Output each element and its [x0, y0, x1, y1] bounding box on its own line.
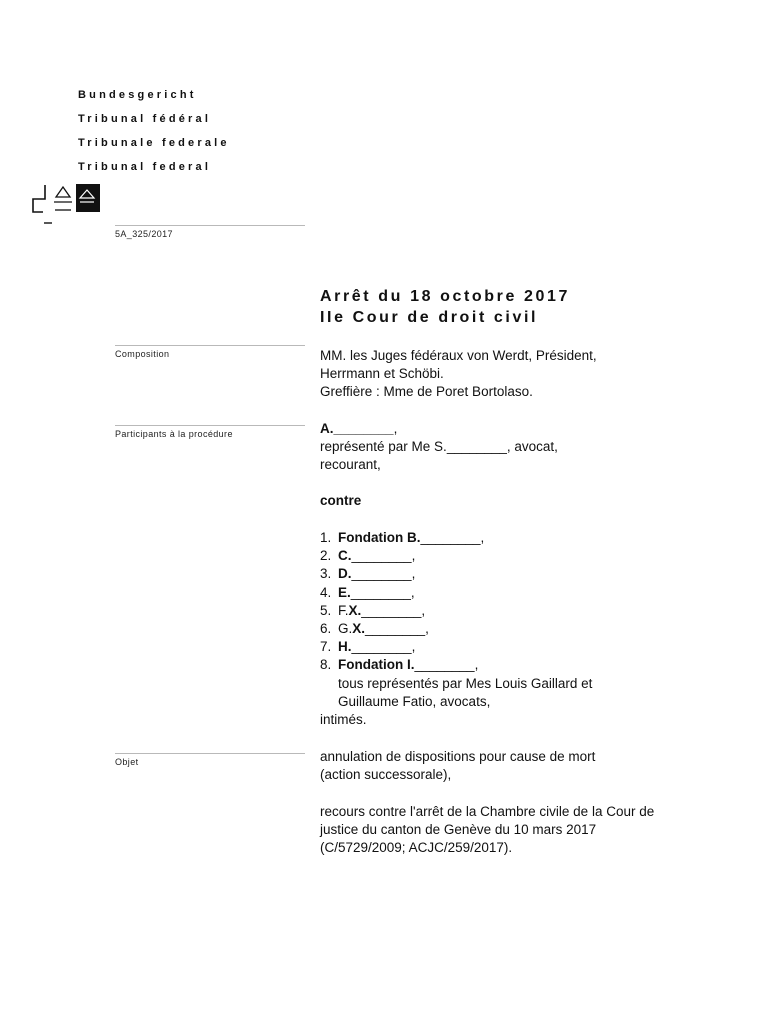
list-item-name: E.	[338, 584, 351, 600]
court-name-fr: Tribunal fédéral	[78, 113, 212, 125]
composition-line: Herrmann et Schöbi.	[320, 366, 444, 381]
participants-label: Participants à la procédure	[115, 429, 233, 439]
objet-label: Objet	[115, 757, 139, 767]
court-name-de: Bundesgericht	[78, 89, 197, 101]
list-item	[320, 529, 592, 547]
recours-line: (C/5729/2009; ACJC/259/2017).	[320, 840, 513, 855]
court-name-rm: Tribunal federal	[78, 161, 212, 173]
composition-line: Greffière : Mme de Poret Bortolaso.	[320, 384, 533, 399]
list-item-suffix: ________,	[361, 602, 426, 618]
recourant-representation: représenté par Me S.________, avocat,	[320, 439, 558, 454]
contre-label: contre	[320, 493, 362, 508]
participants-rule	[115, 425, 305, 426]
scales-of-justice-icon	[30, 182, 102, 224]
list-item-number: 4.	[320, 584, 332, 600]
header-rule	[115, 225, 305, 226]
recourant-name-suffix: ,	[393, 421, 398, 436]
list-item-name: C.	[338, 548, 352, 564]
list-item-number: 7.	[320, 639, 332, 655]
list-item-name: H.	[338, 639, 352, 655]
composition-line: MM. les Juges fédéraux von Werdt, Président,	[320, 348, 597, 363]
composition-rule	[115, 345, 305, 346]
list-item-name: X.	[352, 621, 366, 637]
representation-line: tous représentés par Mes Louis Gaillard et	[338, 675, 593, 691]
recourant-name-bold: A.________	[320, 421, 394, 436]
list-item-name: Fondation B.	[338, 530, 421, 545]
representation-line: Guillaume Fatio, avocats,	[338, 693, 491, 709]
list-item-number: 1.	[320, 530, 332, 545]
list-item	[320, 656, 592, 674]
recours-line: justice du canton de Genève du 10 mars 2017	[320, 822, 597, 837]
intimes-list	[320, 529, 592, 729]
court-name-it: Tribunale federale	[78, 137, 230, 149]
judgment-title: Arrêt du 18 octobre 2017	[320, 288, 571, 305]
court-division: IIe Cour de droit civil	[320, 309, 539, 326]
list-item-number: 3.	[320, 566, 332, 582]
recours-line: recours contre l'arrêt de la Chambre civile de la Cour de	[320, 804, 655, 819]
case-number: 5A_325/2017	[115, 229, 173, 239]
list-item	[320, 547, 592, 565]
list-item-suffix: ________,	[365, 621, 429, 637]
composition-label: Composition	[115, 349, 170, 359]
recourant-role: recourant,	[320, 457, 381, 472]
list-item-suffix: ________,	[350, 584, 415, 600]
list-item	[320, 584, 592, 602]
objet-rule	[115, 753, 305, 754]
recourant-name	[320, 420, 397, 438]
objet-line: annulation de dispositions pour cause de mort	[320, 749, 596, 764]
list-item-name: Fondation I.	[338, 657, 415, 673]
list-item-number: 6.	[320, 621, 332, 637]
list-item-number: 8.	[320, 657, 332, 673]
intimes-label: intimés.	[320, 712, 367, 728]
list-item-suffix: ________,	[351, 566, 416, 582]
list-item-number: 2.	[320, 548, 332, 564]
list-item-prefix: F.	[338, 602, 349, 618]
objet-line: (action successorale),	[320, 767, 452, 782]
list-item-suffix: ________,	[351, 639, 416, 655]
list-item	[320, 620, 592, 638]
list-item-suffix: ________,	[414, 657, 479, 673]
list-item	[320, 602, 592, 620]
list-item	[320, 638, 592, 656]
list-item-suffix: ________,	[420, 530, 485, 545]
list-item	[320, 565, 592, 583]
list-item-number: 5.	[320, 602, 332, 618]
list-item-suffix: ________,	[351, 548, 416, 564]
list-item-name: X.	[348, 602, 362, 618]
list-item-prefix: G.	[338, 621, 353, 637]
list-item-name: D.	[338, 566, 352, 582]
